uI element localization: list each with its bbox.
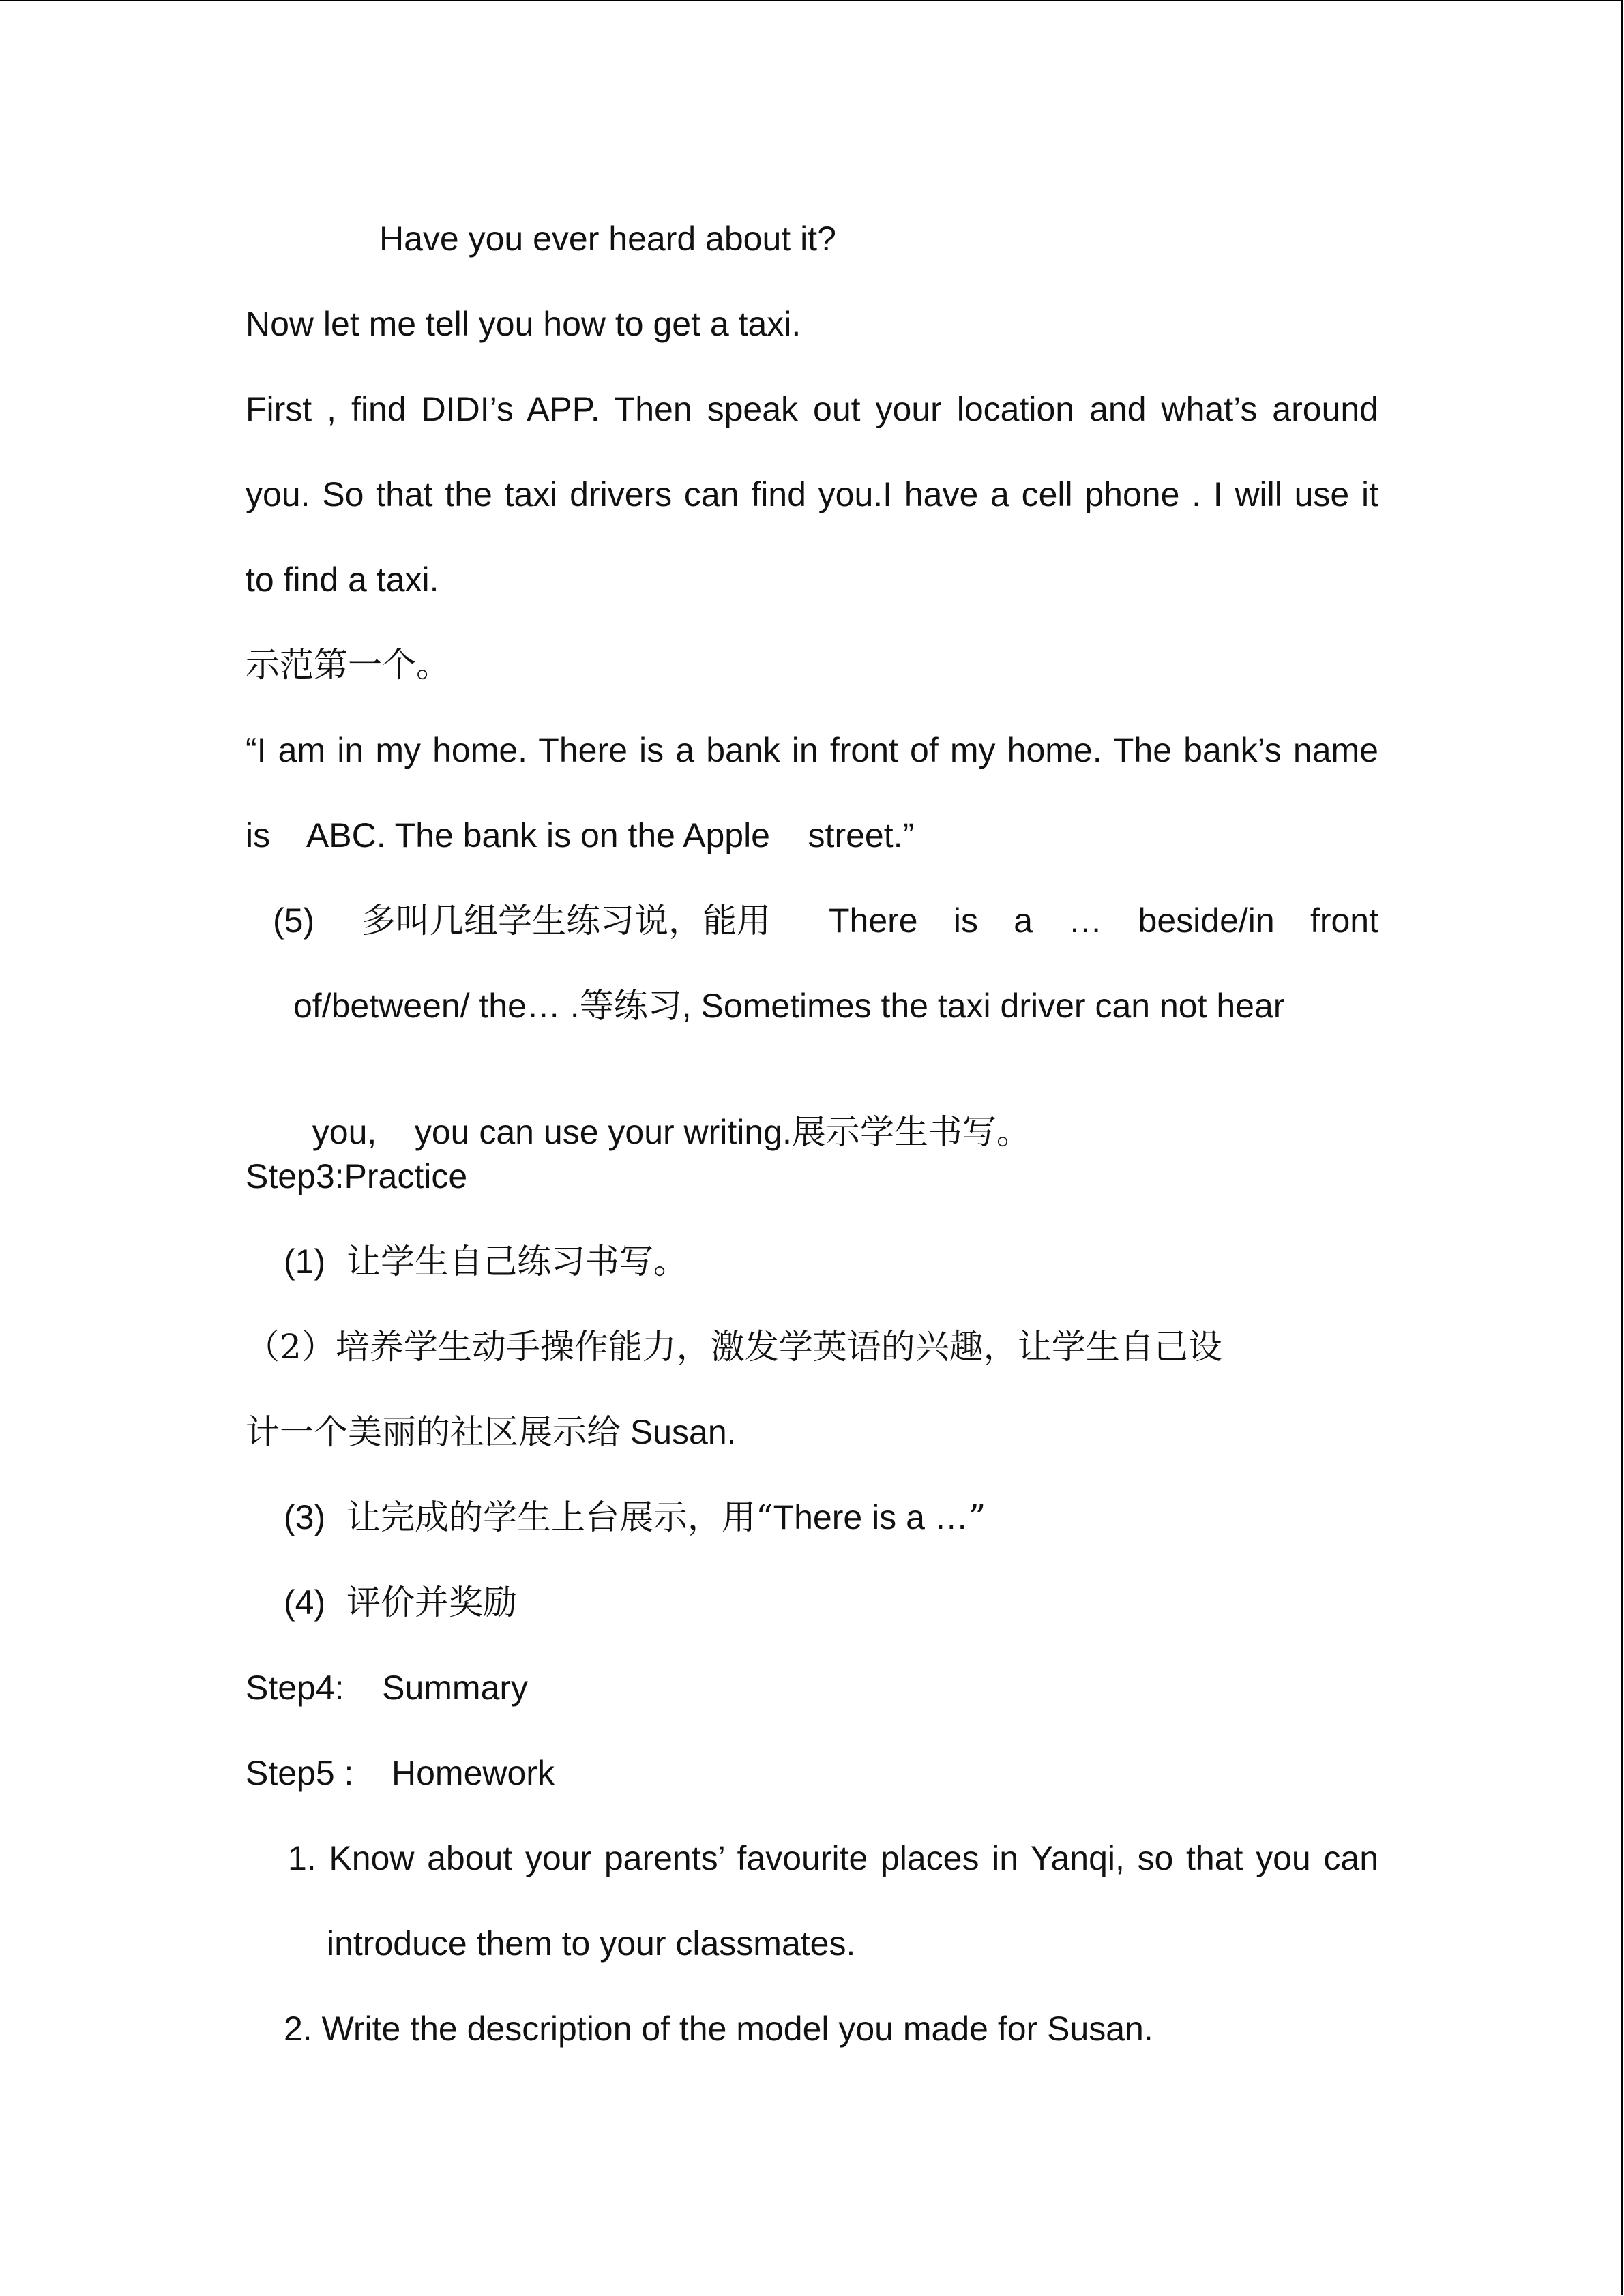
list-item-line: [293, 1071, 1031, 1152]
list-item-line: [346, 1497, 986, 1538]
section-heading: Step3:Practice: [246, 1157, 468, 1195]
homework-item-continuation: introduce them to your classmates.: [327, 1924, 856, 1963]
list-item-text-chinese: [246, 1326, 1222, 1367]
section-heading: Step5 : Homework: [246, 1754, 555, 1792]
text-segment-chinese: 展示学生书写。: [791, 1112, 1031, 1152]
text-line: First , find DIDI’s APP. Then speak out your location and what’s around: [246, 390, 1378, 428]
list-item-text-chinese: 评价并奖励: [346, 1583, 517, 1622]
text-line-chinese: 示范第一个。: [246, 645, 450, 685]
text-segment: of/between/ the… .: [293, 987, 580, 1025]
homework-item: 1. Know about your parents’ favourite places in Yanqi, so that you can: [288, 1839, 1378, 1877]
list-number: (4): [284, 1583, 326, 1622]
list-item-line: [246, 1412, 737, 1452]
text-segment: , Sometimes the taxi driver can not hear: [681, 987, 1285, 1025]
list-number: （2）: [246, 1327, 336, 1367]
text-line: “I am in my home. There is a bank in front of my home. The bank’s name: [246, 731, 1378, 769]
homework-item: 2. Write the description of the model you made for Susan.: [284, 2010, 1153, 2048]
text-line: Have you ever heard about it?: [379, 220, 836, 258]
list-item-line: [293, 985, 1284, 1026]
text-line: to find a taxi.: [246, 561, 439, 599]
list-item-text: There is a … beside/in front: [829, 901, 1378, 940]
text-segment: you, you can use your writing.: [312, 1113, 792, 1151]
text-segment-chinese: 让完成的学生上台展示，用“: [346, 1497, 773, 1537]
text-segment: There is a …: [773, 1498, 969, 1536]
text-segment-chinese: 培养学生动手操作能力，激发学英语的兴趣，让学生自己设: [335, 1327, 1222, 1367]
list-item-text-chinese: 让学生自己练习书写。: [346, 1242, 688, 1281]
list-number: (1): [284, 1242, 326, 1281]
text-segment: Susan.: [621, 1413, 737, 1451]
text-segment-chinese: 计一个美丽的社区展示给: [246, 1412, 621, 1452]
text-segment: ”: [968, 1497, 986, 1537]
list-item-text-chinese: 多叫几组学生练习说，能用: [361, 901, 771, 940]
text-line: is ABC. The bank is on the Apple street.”: [246, 816, 915, 854]
text-segment-chinese: 等练习: [579, 986, 682, 1026]
list-number: (5): [273, 901, 315, 940]
text-line: you. So that the taxi drivers can find you.I have a cell phone . I will use it: [246, 475, 1378, 513]
text-line: Now let me tell you how to get a taxi.: [246, 305, 801, 343]
section-heading: Step4: Summary: [246, 1669, 529, 1707]
list-number: (3): [284, 1498, 326, 1536]
